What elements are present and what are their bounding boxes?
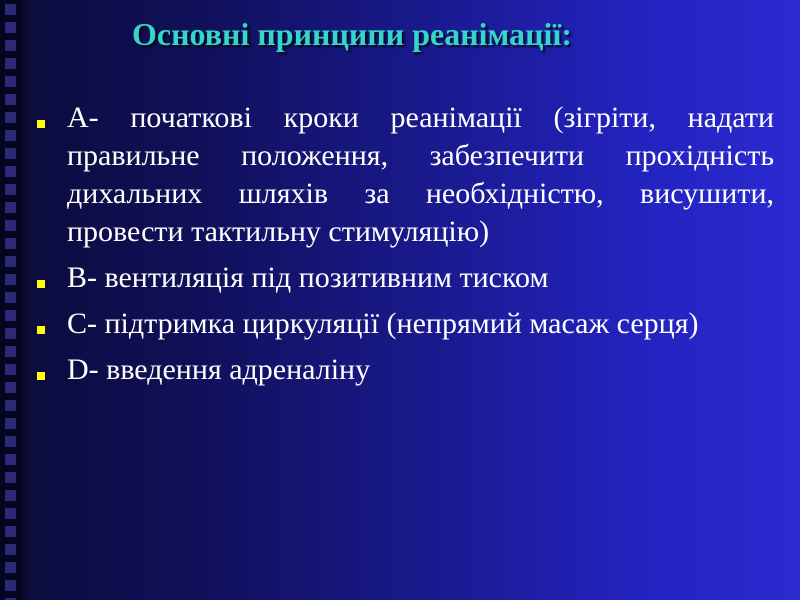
strip-square-decoration xyxy=(5,364,16,375)
strip-square-decoration xyxy=(5,22,16,33)
strip-square-decoration xyxy=(5,346,16,357)
bullet-item-d xyxy=(30,351,774,389)
strip-square-decoration xyxy=(5,544,16,555)
strip-square-decoration xyxy=(5,472,16,483)
strip-square-decoration xyxy=(5,256,16,267)
decorative-left-strip xyxy=(0,0,22,600)
strip-square-decoration xyxy=(5,148,16,159)
strip-square-decoration xyxy=(5,580,16,591)
strip-square-decoration xyxy=(5,562,16,573)
strip-square-decoration xyxy=(5,202,16,213)
strip-square-decoration xyxy=(5,400,16,411)
strip-square-decoration xyxy=(5,112,16,123)
strip-square-decoration xyxy=(5,166,16,177)
strip-square-decoration xyxy=(5,274,16,285)
strip-square-decoration xyxy=(5,94,16,105)
slide-title: Основні принципи реанімації: xyxy=(132,16,572,52)
bullet-item-a xyxy=(30,99,774,251)
strip-square-decoration xyxy=(5,220,16,231)
strip-square-decoration xyxy=(5,292,16,303)
bullet-text: В- вентиляція під позитивним тиском xyxy=(67,261,549,294)
strip-square-decoration xyxy=(5,4,16,15)
strip-square-decoration xyxy=(5,454,16,465)
strip-square-decoration xyxy=(5,76,16,87)
strip-square-decoration xyxy=(5,418,16,429)
bullet-item-c xyxy=(30,305,774,343)
bullet-square-icon xyxy=(37,372,45,380)
strip-square-decoration xyxy=(5,238,16,249)
bullet-text: D- введення адреналіну xyxy=(67,353,371,386)
bullet-square-icon xyxy=(37,280,45,288)
strip-square-decoration xyxy=(5,490,16,501)
strip-square-decoration xyxy=(5,382,16,393)
strip-square-decoration xyxy=(5,310,16,321)
bullet-square-icon xyxy=(37,120,45,128)
strip-square-decoration xyxy=(5,130,16,141)
strip-square-decoration xyxy=(5,328,16,339)
decorative-strip-edge xyxy=(22,0,28,600)
strip-square-decoration xyxy=(5,58,16,69)
strip-square-decoration xyxy=(5,508,16,519)
bullet-item-b xyxy=(30,259,774,297)
strip-square-decoration xyxy=(5,436,16,447)
bullet-text: А- початкові кроки реанімації (зігріти, надати правильне положення, забезпечити прохідність дихальних шляхів за необхідністю, висушити, провести тактильну стимуляцію) xyxy=(67,101,774,248)
bullet-list xyxy=(30,99,774,397)
bullet-square-icon xyxy=(37,326,45,334)
strip-square-decoration xyxy=(5,184,16,195)
strip-square-decoration xyxy=(5,40,16,51)
bullet-text: С- підтримка циркуляції (непрямий масаж серця) xyxy=(67,307,699,340)
strip-square-decoration xyxy=(5,526,16,537)
